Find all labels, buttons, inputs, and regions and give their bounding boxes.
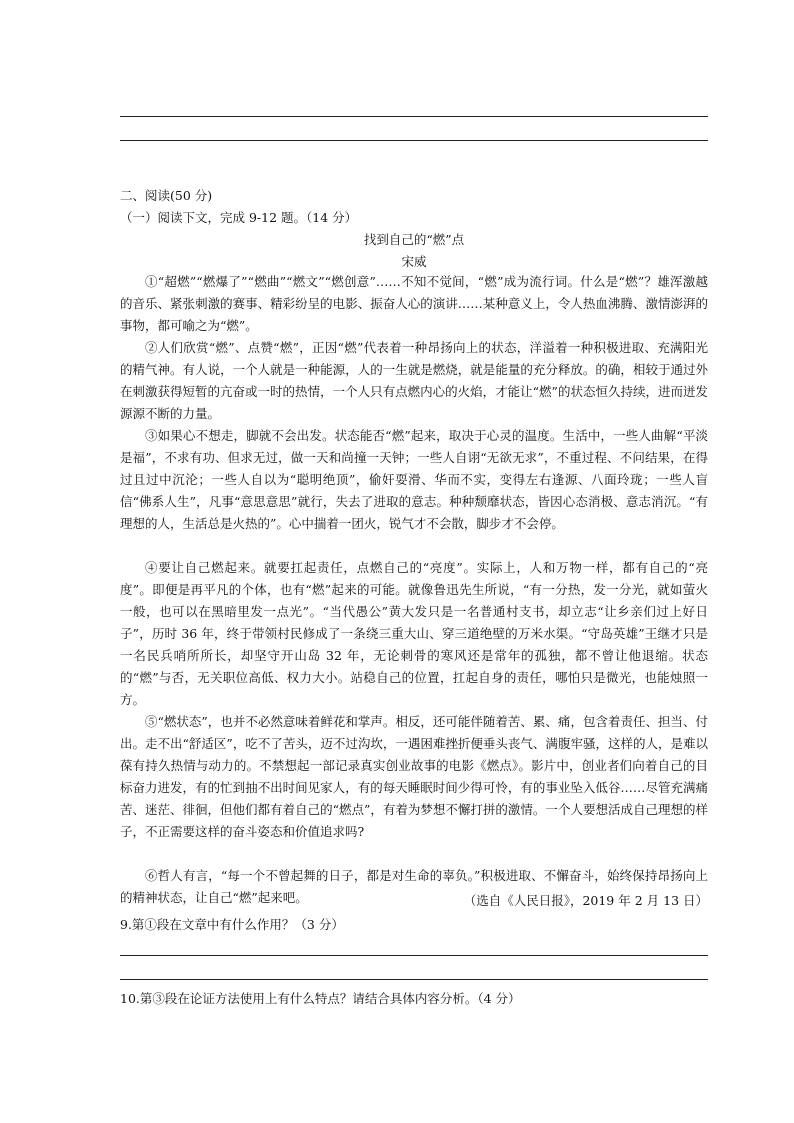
paragraph-3: ③如果心不想走，脚就不会出发。状态能否“燃”起来，取决于心灵的温度。生活中，一些人曲解“平淡是福”，不求有功、但求无过，做一天和尚撞一天钟；一些人自诩“无欲无求”，不重过程、不问结果，在得过且过中沉沦；一些人自以为“聪明绝顶”，偷奸耍滑、华而不实，变得左右逢源、八面玲珑；一些人盲信“佛系人生”，凡事“意思意思”就行，失去了进取的意志。种种颓靡状态，皆因心态消极、意志消沉。“有理想的人，生活总是火热的”。心中揣着一团火，锐气才不会散，脚步才不会停。 xyxy=(120,428,708,531)
section-heading: 二、阅读(50 分) xyxy=(120,188,213,203)
paragraph-2: ②人们欣赏“燃”、点赞“燃”，正因“燃”代表着一种昂扬向上的状态，洋溢着一种积极进取、充满阳光的精气神。有人说，一个人就是一种能源，人的一生就是燃烧，就是能量的充分释放。的确，相较于通过外在刺激获得短暂的亢奋或一时的热情，一个人只有点燃内心的火焰，才能让“燃”的状态恒久持续，进而迸发源源不断的力量。 xyxy=(120,340,708,421)
sub-heading: （一）阅读下文，完成 9-12 题。（14 分） xyxy=(120,210,358,225)
question-10: 10.第③段在论证方法使用上有什么特点？请结合具体内容分析。（4 分） xyxy=(120,991,521,1006)
answer-line xyxy=(120,955,708,956)
paragraph-5: ⑤“燃状态”，也并不必然意味着鲜花和掌声。相反，还可能伴随着苦、累、痛，包含着责任、担当、付出。走不出“舒适区”，吃不了苦头，迈不过沟坎，一遇困难挫折便垂头丧气、满腹牢骚，这样的人，是难以葆有持久热情与动力的。不禁想起一部记录真实创业故事的电影《燃点》。影片中，创业者们向着自己的目标奋力进发，有的忙到抽不出时间见家人，有的每天睡眠时间少得可怜，有的事业坠入低谷……尽管充满痛苦、迷茫、徘徊，但他们都有着自己的“燃点”，有着为梦想不懈打拼的激情。一个人要想活成自己理想的样子，不正需要这样的奋斗姿态和价值追求吗? xyxy=(120,714,708,839)
paragraph-4: ④要让自己燃起来。就要扛起责任，点燃自己的“亮度”。实际上，人和万物一样，都有自己的“亮度”。即便是再平凡的个体，也有“燃”起来的可能。就像鲁迅先生所说，“有一分热，发一分光，就如萤火一般，也可以在黑暗里发一点光”。“当代愚公”黄大发只是一名普通村支书，却立志“让乡亲们过上好日子”，历时 36 年，终于带领村民修成了一条绕三重大山、穿三道绝壁的万米水渠。“守岛英雄”王继才只是一名民兵哨所所长，却坚守开山岛 32 年，无论刺骨的寒风还是常年的孤独，都不曾让他退缩。状态的“燃”与否，无关职位高低、权力大小。站稳自己的位置，扛起自身的责任，哪怕只是微光，也能烛照一方。 xyxy=(120,560,708,707)
source-citation: （选自《人民日报》，2019 年 2 月 13 日） xyxy=(463,893,708,908)
answer-line xyxy=(120,979,708,980)
paragraph-1: ①“超燃”“燃爆了”“燃曲”“燃文”“燃创意”……不知不觉间，“燃”成为流行词。什么是“燃”？雄浑激越的音乐、紧张刺激的赛事、精彩纷呈的电影、振奋人心的演讲……某种意义上，令人热血沸腾、激情澎湃的事物，都可喻之为“燃”。 xyxy=(120,274,708,333)
answer-line xyxy=(120,116,708,117)
question-9: 9.第①段在文章中有什么作用？（3 分） xyxy=(120,917,344,932)
article-author: 宋威 xyxy=(401,254,427,269)
answer-line xyxy=(120,140,708,141)
article-title: 找到自己的“燃”点 xyxy=(363,232,465,247)
paragraph-6: ⑥哲人有言，“每一个不曾起舞的日子，都是对生命的辜负。”积极进取、不懈奋斗，始终保持昂扬向上的精神状态，让自己“燃”起来吧。 xyxy=(120,868,708,905)
